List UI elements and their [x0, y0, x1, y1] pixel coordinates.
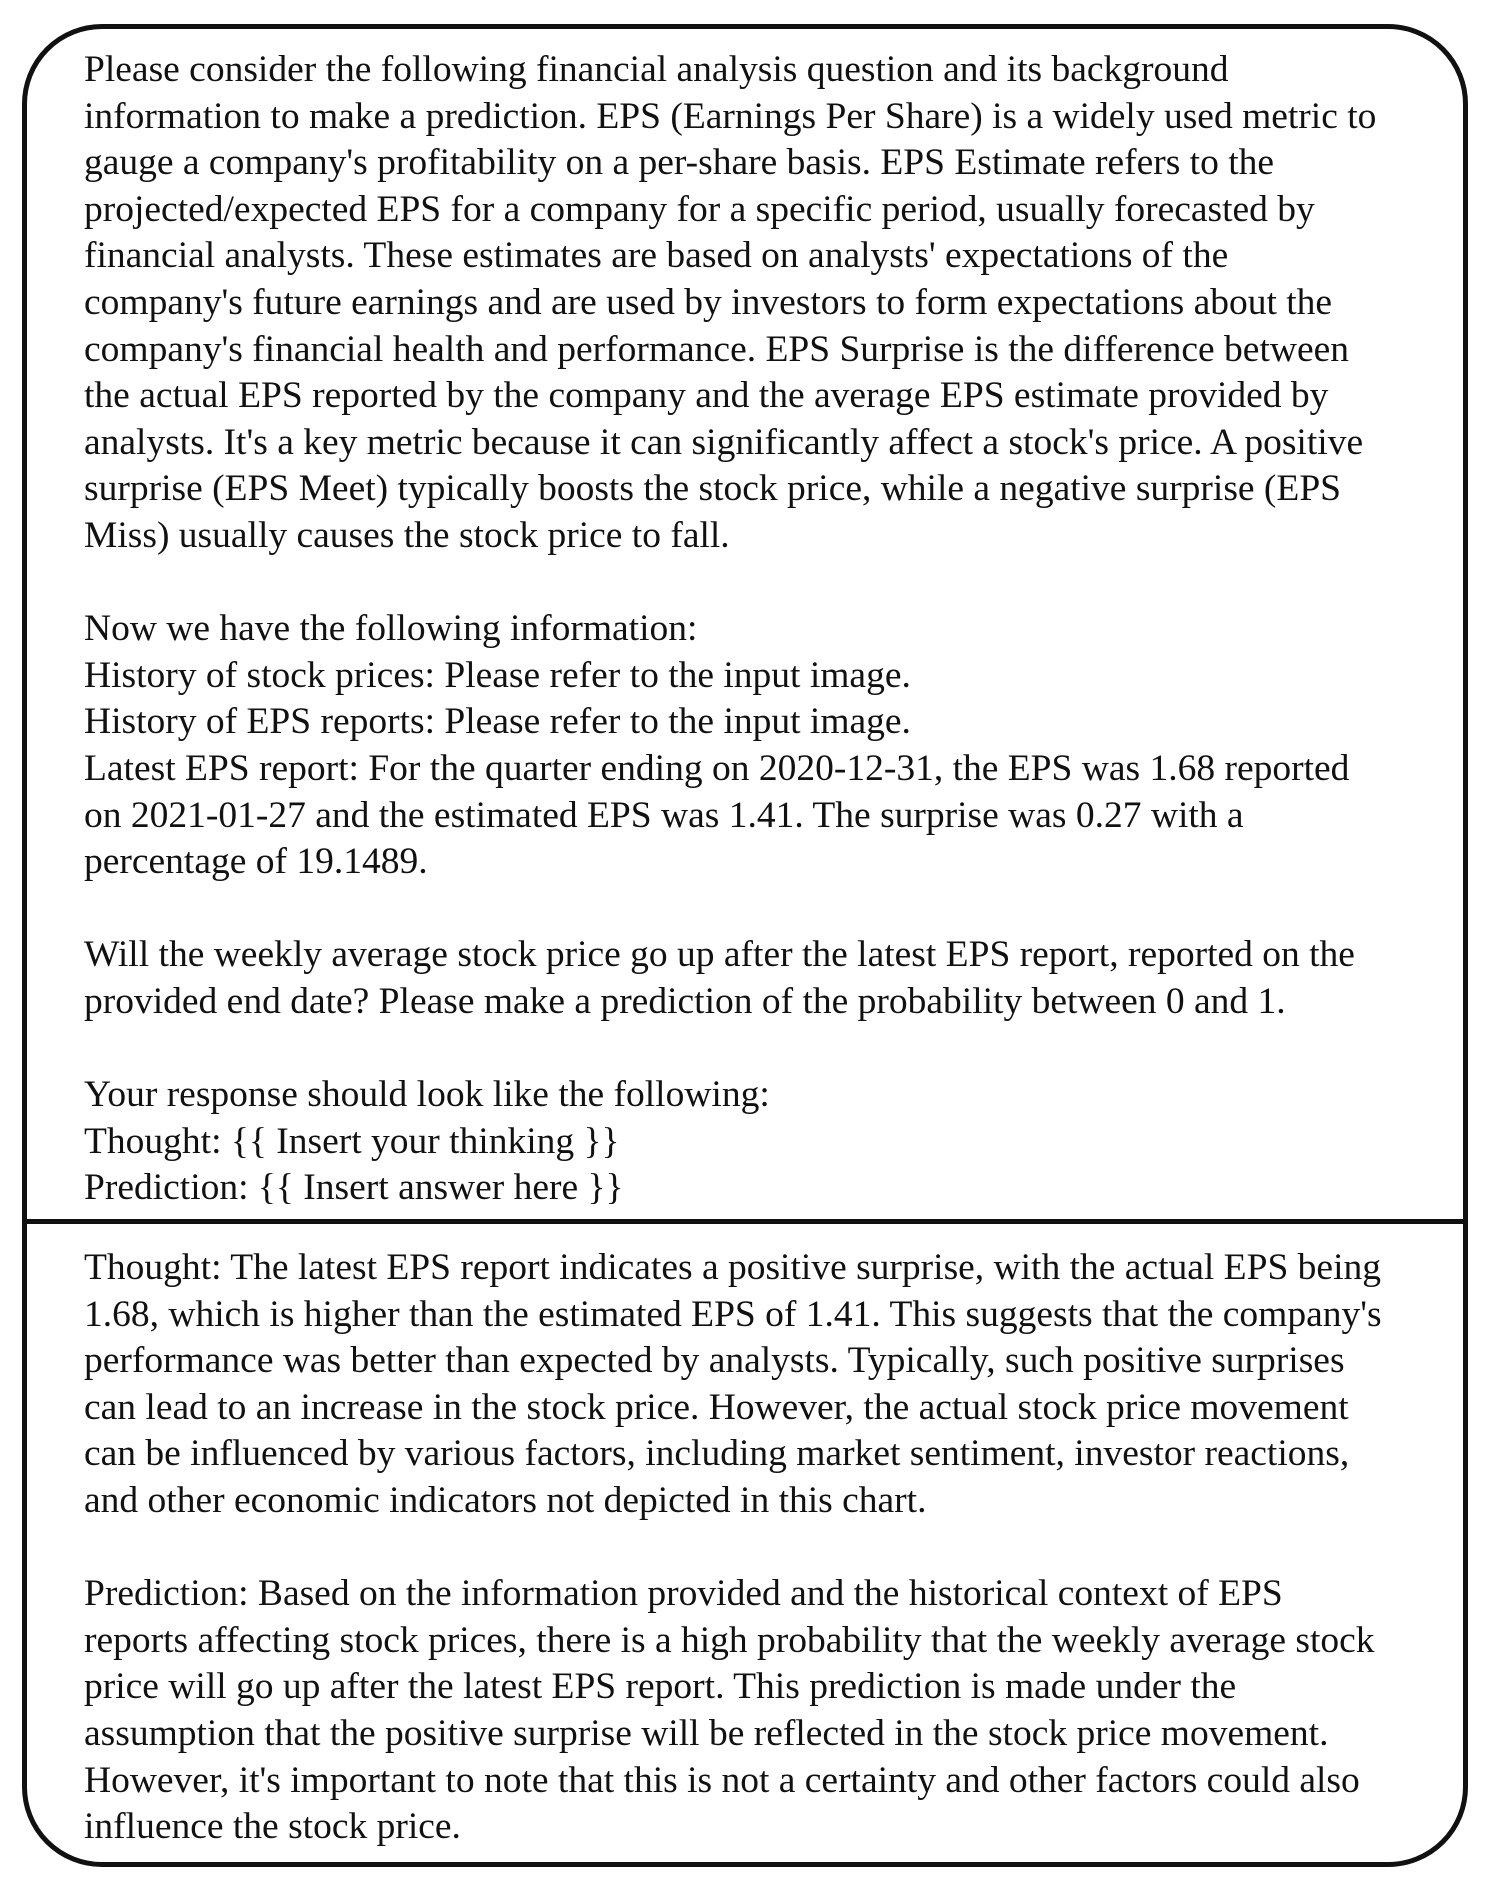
spacer [84, 560, 1393, 607]
prompt-section [27, 47, 1463, 1212]
spacer [84, 886, 1393, 933]
prediction-paragraph: Prediction: Based on the information provided and the historical context of EPS reports affecting stock prices, there is a high probability that the weekly average stock price will go up after the latest EPS report. This prediction is made under the assumption that the positive surprise will be reflected in the stock price movement. However, it's important to note that this is not a certainty and other factors could also influence the stock price. [84, 1573, 1375, 1848]
spacer [84, 1025, 1393, 1072]
info-intro: Now we have the following information: [84, 608, 698, 650]
stock-history-line: History of stock prices: Please refer to the input image. [84, 654, 911, 696]
format-prediction: Prediction: {{ Insert answer here }} [84, 1167, 624, 1209]
info-block [84, 606, 1393, 886]
background-paragraph: Please consider the following financial analysis question and its background information to make a prediction. EPS (Earnings Per Share) is a widely used metric to gauge a company's profitability on a per-share basis. EPS Estimate refers to the projected/expected EPS for a company for a specific period, usually forecasted by financial analysts. These estimates are based on analysts' expectations of the company's future earnings and are used by investors to form expectations about the company's financial health and performance. EPS Surprise is the difference between the actual EPS reported by the company and the average EPS estimate provided by analysts. It's a key metric because it can significantly affect a stock's price. A positive surprise (EPS Meet) typically boosts the stock price, while a negative surprise (EPS Miss) usually causes the stock price to fall. [84, 49, 1377, 556]
spacer [84, 1525, 1393, 1572]
latest-report-line: Latest EPS report: For the quarter ending on 2020-12-31, the EPS was 1.68 reported on 2021-01-27 and the estimated EPS was 1.41. The surprise was 0.27 with a percentage of 19.1489. [84, 747, 1350, 883]
section-divider [27, 1219, 1463, 1224]
eps-history-line: History of EPS reports: Please refer to the input image. [84, 701, 911, 743]
response-section [27, 1245, 1463, 1851]
format-intro: Your response should look like the following: [84, 1074, 770, 1116]
dialogue-frame [22, 24, 1468, 1867]
format-thought: Thought: {{ Insert your thinking }} [84, 1120, 620, 1162]
format-block [84, 1072, 1393, 1212]
question-paragraph: Will the weekly average stock price go up after the latest EPS report, reported on the provided end date? Please make a prediction of the probability between 0 and 1. [84, 934, 1355, 1022]
thought-paragraph: Thought: The latest EPS report indicates a positive surprise, with the actual EPS being 1.68, which is higher than the estimated EPS of 1.41. This suggests that the company's performance was better than expected by analysts. Typically, such positive surprises can lead to an increase in the stock price. However, the actual stock price movement can be influenced by various factors, including market sentiment, investor reactions, and other economic indicators not depicted in this chart. [84, 1247, 1382, 1521]
